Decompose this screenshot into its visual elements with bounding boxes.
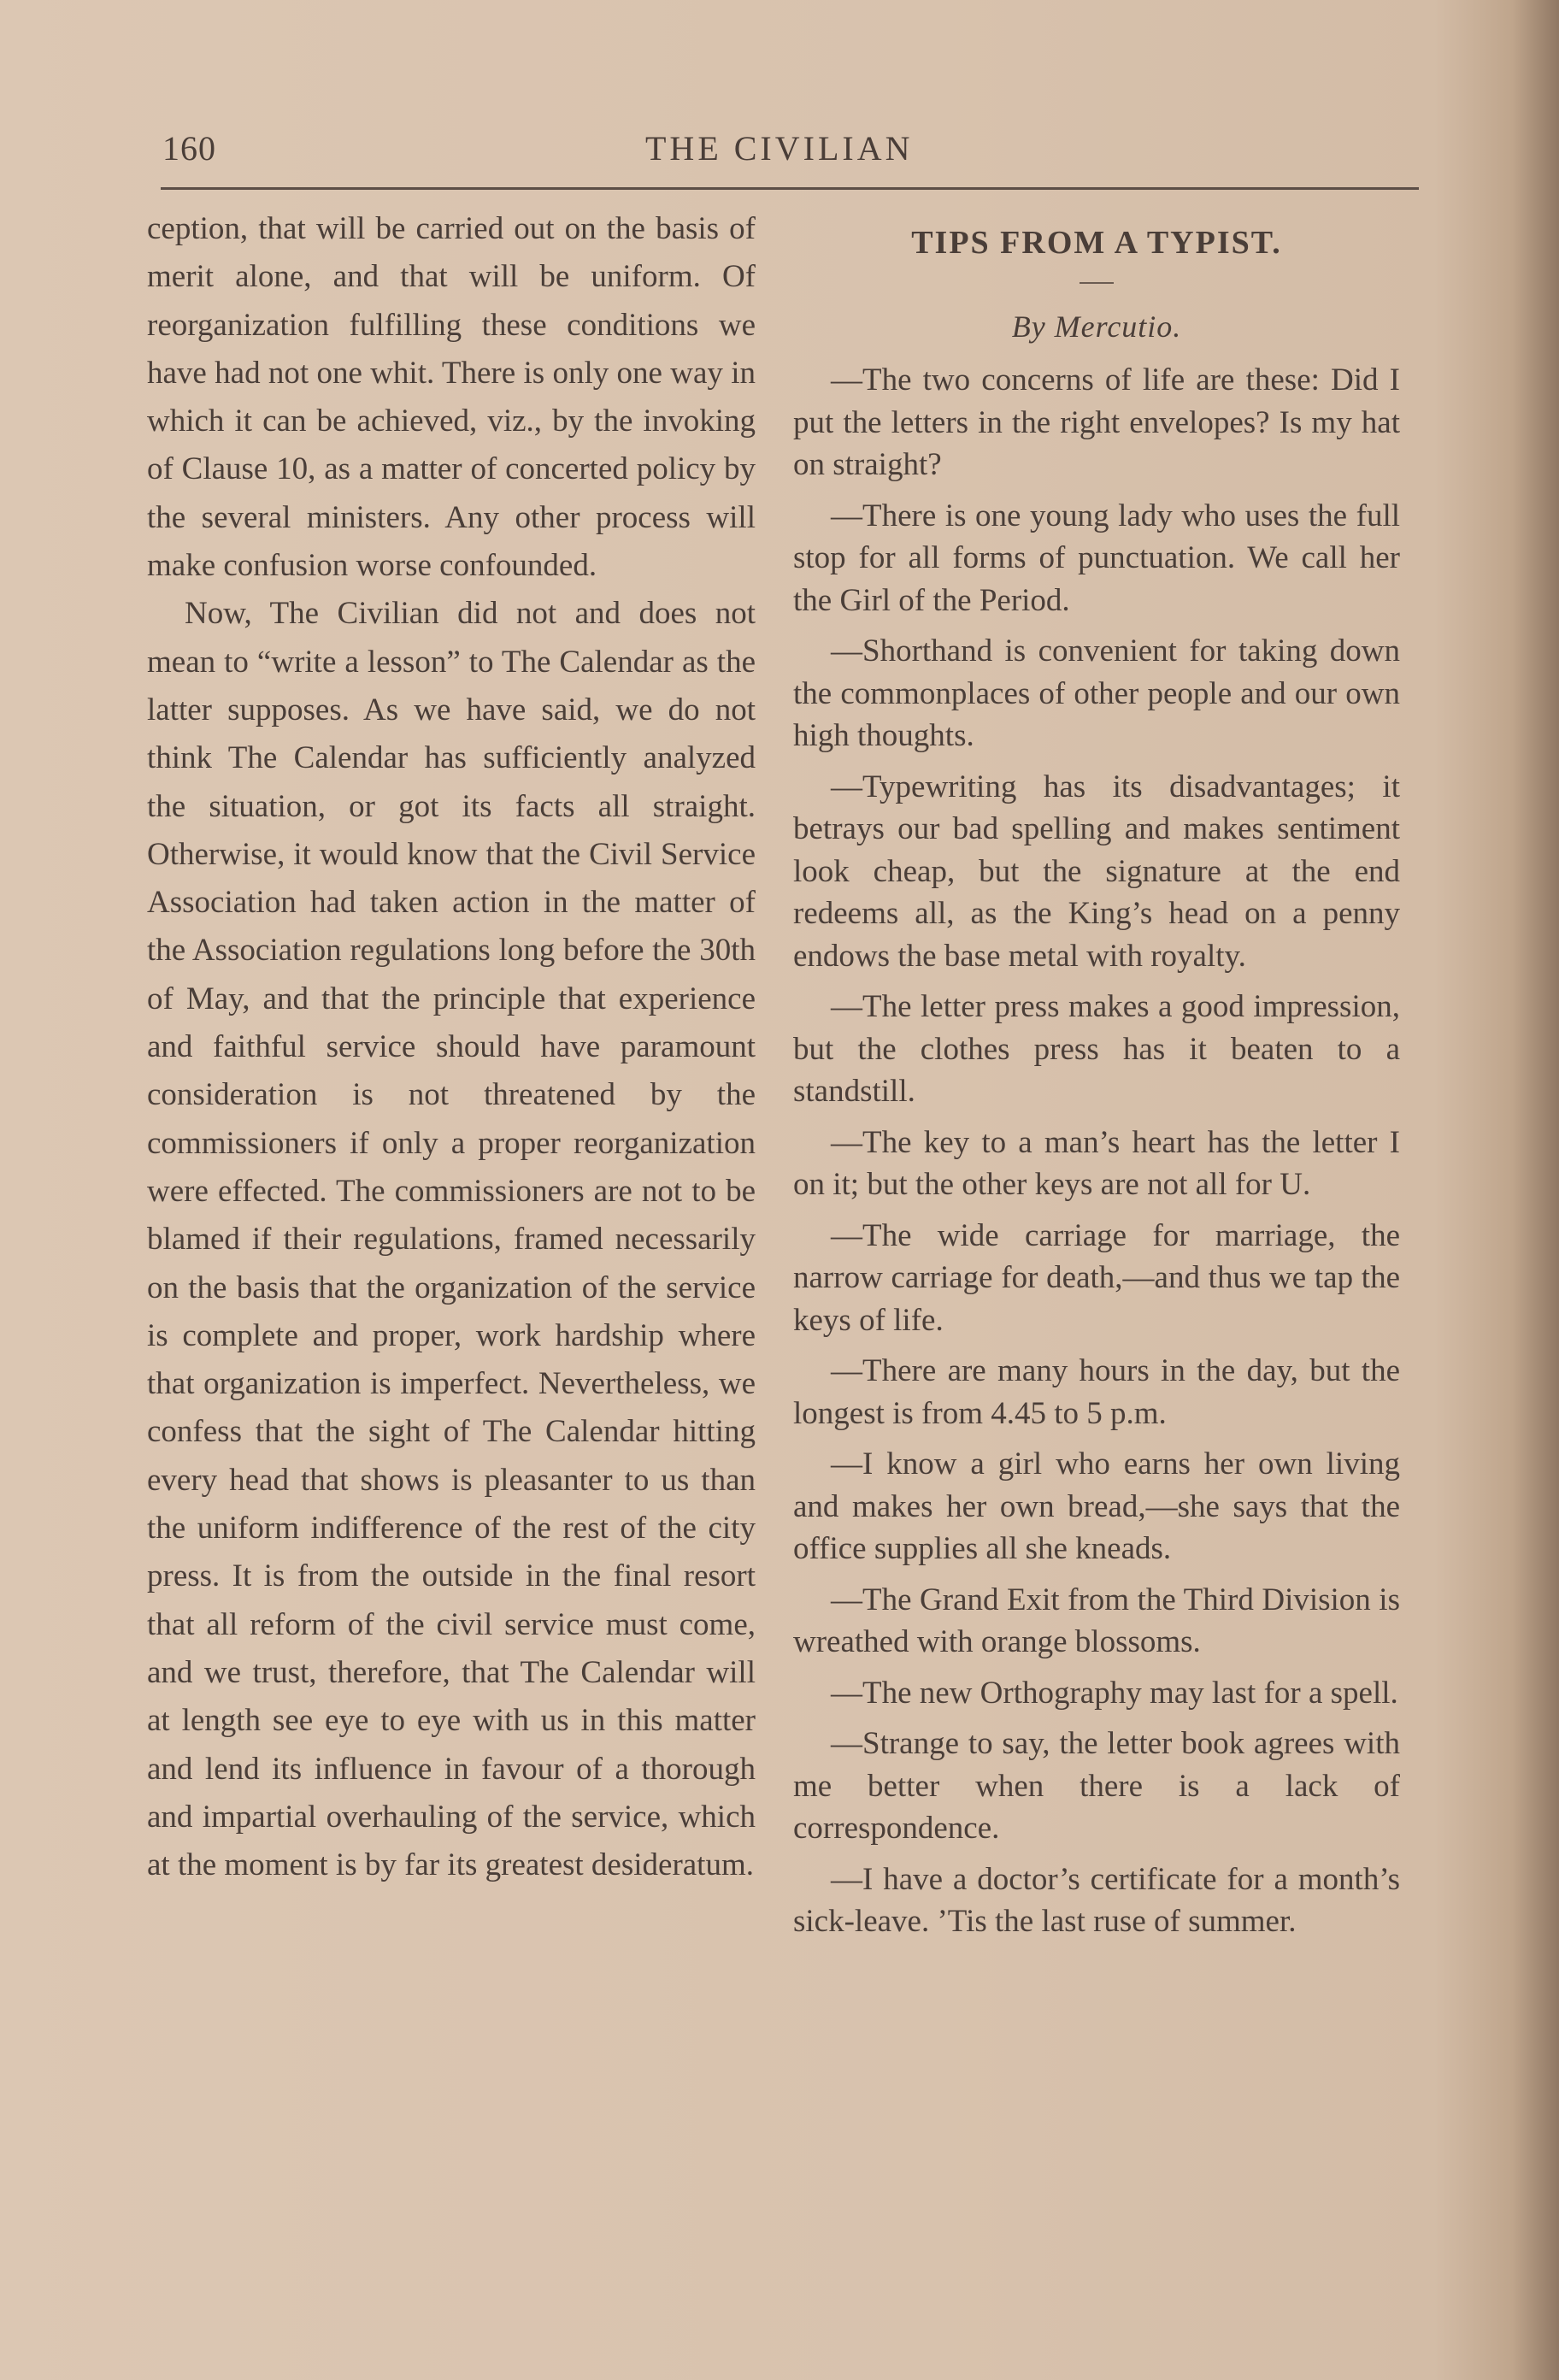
- tip-6: —The key to a man’s heart has the letter I on it; but the other keys are not all for U.: [793, 1124, 1400, 1202]
- page-header: [162, 128, 1419, 171]
- tip-5: —The letter press makes a good impression, but the clothes press has it beaten to a standstill.: [793, 989, 1400, 1109]
- running-title: THE CIVILIAN: [645, 129, 914, 168]
- tip-11: —The new Orthography may last for a spell.: [831, 1675, 1398, 1711]
- tip-10: —The Grand Exit from the Third Division is wreathed with orange blossoms.: [793, 1582, 1400, 1659]
- title-rule: [1080, 282, 1114, 284]
- left-paragraph-2: Now, The Civilian did not and does not mean to “write a lesson” to The Calendar as the latter supposes. As we have said, we do not think The Calendar has sufficiently analyzed the situation, or got its facts all straight. Otherwise, it would know that the Civil Service Association had taken action in the matter of the Association regulations long before the 30th of May, and that the principle that experience and faithful service should have paramount consideration is not threatened by the commissioners if only a proper reorganization were effected. The commissioners are not to be blamed if their regulations, framed necessarily on the basis that the organization of the service is complete and proper, work hardship where that organization is imperfect. Nevertheless, we confess that the sight of The Calendar hitting every head that shows is pleasanter to us than the uniform indifference of the rest of the city press. It is from the outside in the final resort that all reform of the civil service must come, and we trust, therefore, that The Calendar will at length see eye to eye with us in this matter and lend its influence in favour of a thorough and impartial overhauling of the service, which at the moment is by far its greatest desideratum.: [147, 596, 756, 1883]
- tip-13: —I have a doctor’s certificate for a month’s sick-leave. ’Tis the last ruse of summer.: [793, 1861, 1400, 1939]
- tip-12: —Strange to say, the letter book agrees with me better when there is a lack of correspondence.: [793, 1726, 1400, 1846]
- article-title: TIPS FROM A TYPIST.: [911, 225, 1282, 261]
- tip-7: —The wide carriage for marriage, the narrow carriage for death,—and thus we tap the keys of life.: [793, 1217, 1400, 1338]
- tip-4: —Typewriting has its disadvantages; it betrays our bad spelling and makes sentiment look cheap, but the signature at the end redeems all, as the King’s head on a penny endows the base metal with royalty.: [793, 769, 1400, 974]
- left-paragraph-1: ception, that will be carried out on the basis of merit alone, and that will be uniform. Of reorganization fulfilling these conditions we have had not one whit. There is only one way in which it can be achieved, viz., by the invoking of Clause 10, as a matter of concerted policy by the several ministers. Any other process will make confusion worse confounded.: [147, 211, 756, 584]
- tip-1: —The two concerns of life are these: Did I put the letters in the right envelopes? Is my hat on straight?: [793, 362, 1400, 482]
- left-column: [147, 205, 756, 1889]
- header-rule: [161, 187, 1419, 190]
- tip-9: —I know a girl who earns her own living and makes her own bread,—she says that the office supplies all she kneads.: [793, 1446, 1400, 1566]
- tip-8: —There are many hours in the day, but the longest is from 4.45 to 5 p.m.: [793, 1353, 1400, 1431]
- tip-3: —Shorthand is convenient for taking down the commonplaces of other people and our own high thoughts.: [793, 633, 1400, 753]
- byline: By Mercutio.: [1011, 309, 1182, 344]
- tip-2: —There is one young lady who uses the full stop for all forms of punctuation. We call her the Girl of the Period.: [793, 498, 1400, 618]
- page-number: 160: [162, 129, 216, 168]
- right-column: [793, 205, 1400, 1952]
